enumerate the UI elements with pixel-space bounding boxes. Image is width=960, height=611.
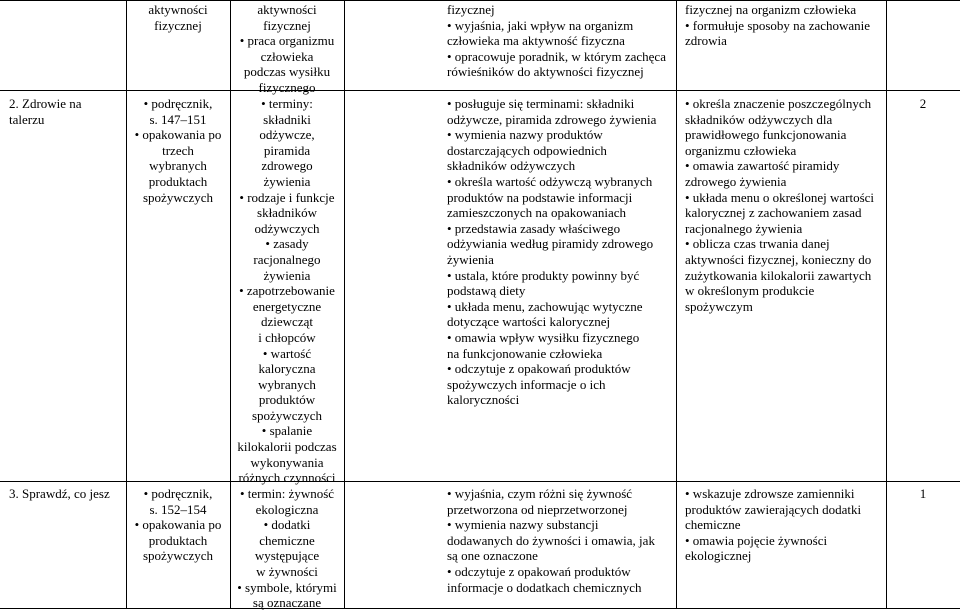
- row1-materials: • podręcznik, s. 147–151 • opakowania po trzech wybranych produktach spożywczych: [134, 96, 222, 205]
- row1-lesson-title: 2. Zdrowie na talerzu: [9, 96, 82, 127]
- row2-basic-requirements: • wyjaśnia, czym różni się żywność przetworzona od nieprzetworzonej • wymienia nazwy substancji dodawanych do żywności i omawia, jak są one oznaczone • odczytuje z opakowań produktów informacje o dodatkach chemicznych: [447, 486, 655, 595]
- row2-content: • termin: żywność ekologiczna • dodatki chemiczne występujące w żywności • symbole, którymi są oznaczane: [237, 486, 337, 611]
- row1-hours: 2: [919, 96, 927, 111]
- grid-line-row2: [0, 481, 960, 482]
- grid-line-col5: [886, 0, 887, 609]
- row0-col2: aktywności fizycznej: [148, 2, 208, 33]
- row1-basic-requirements: • posługuje się terminami: składniki odżywcze, piramida zdrowego żywienia • wymienia nazwy produktów dostarczających odpowiednich składników odżywczych • określa wartość odżywczą wybranych produktów na podstawie informacji zamieszczonych na opakowaniach • przedstawia zasady właściwego odżywiania według piramidy zdrowego żywienia • ustala, które produkty powinny być podstawą diety • układa menu, zachowując wytyczne dotyczące wartości kalorycznej • omawia wpływ wysiłku fizycznego na funkcjonowanie człowieka • odczytuje z opakowań produktów spożywczych informacje o ich kaloryczności: [447, 96, 657, 408]
- row2-advanced-requirements: • wskazuje zdrowsze zamienniki produktów zawierających dodatki chemiczne • omawia pojęcie żywności ekologicznej: [685, 486, 862, 564]
- row0-col4: fizycznej • wyjaśnia, jaki wpływ na organizm człowieka ma aktywność fizyczna • opracowuje poradnik, w którym zachęca rówieśników do aktywności fizycznej: [447, 2, 666, 80]
- row1-advanced-requirements: • określa znaczenie poszczególnych składników odżywczych dla prawidłowego funkcjonowania organizmu człowieka • omawia zawartość piramidy zdrowego żywienia • układa menu o określonej wartości kalorycznej z zachowaniem zasad racjonalnego żywienia • oblicza czas trwania danej aktywności fizycznej, konieczny do zużytkowania kilokalorii zawartych w określonym produkcie spożywczym: [685, 96, 875, 314]
- row2-lesson-title: 3. Sprawdź, co jesz: [9, 486, 110, 501]
- grid-line-row1: [0, 90, 960, 91]
- row2-hours: 1: [919, 486, 927, 501]
- row0-col3: aktywności fizycznej • praca organizmu człowieka podczas wysiłku fizycznego: [239, 2, 335, 95]
- grid-line-col4: [676, 0, 677, 609]
- grid-line-col3: [344, 0, 345, 609]
- row0-col5: fizycznej na organizm człowieka • formułuje sposoby na zachowanie zdrowia: [685, 2, 871, 49]
- row1-content: • terminy: składniki odżywcze, piramida zdrowego żywienia • rodzaje i funkcje składników odżywczych • zasady racjonalnego żywienia • zapotrzebowanie energetyczne dziewcząt i chłopców • wartość kaloryczna wybranych produktów spożywczych • spalanie kilokalorii podczas wykonywania różnych czynności: [237, 96, 337, 486]
- grid-line-top: [0, 0, 960, 1]
- row2-materials: • podręcznik, s. 152–154 • opakowania po produktach spożywczych: [134, 486, 222, 564]
